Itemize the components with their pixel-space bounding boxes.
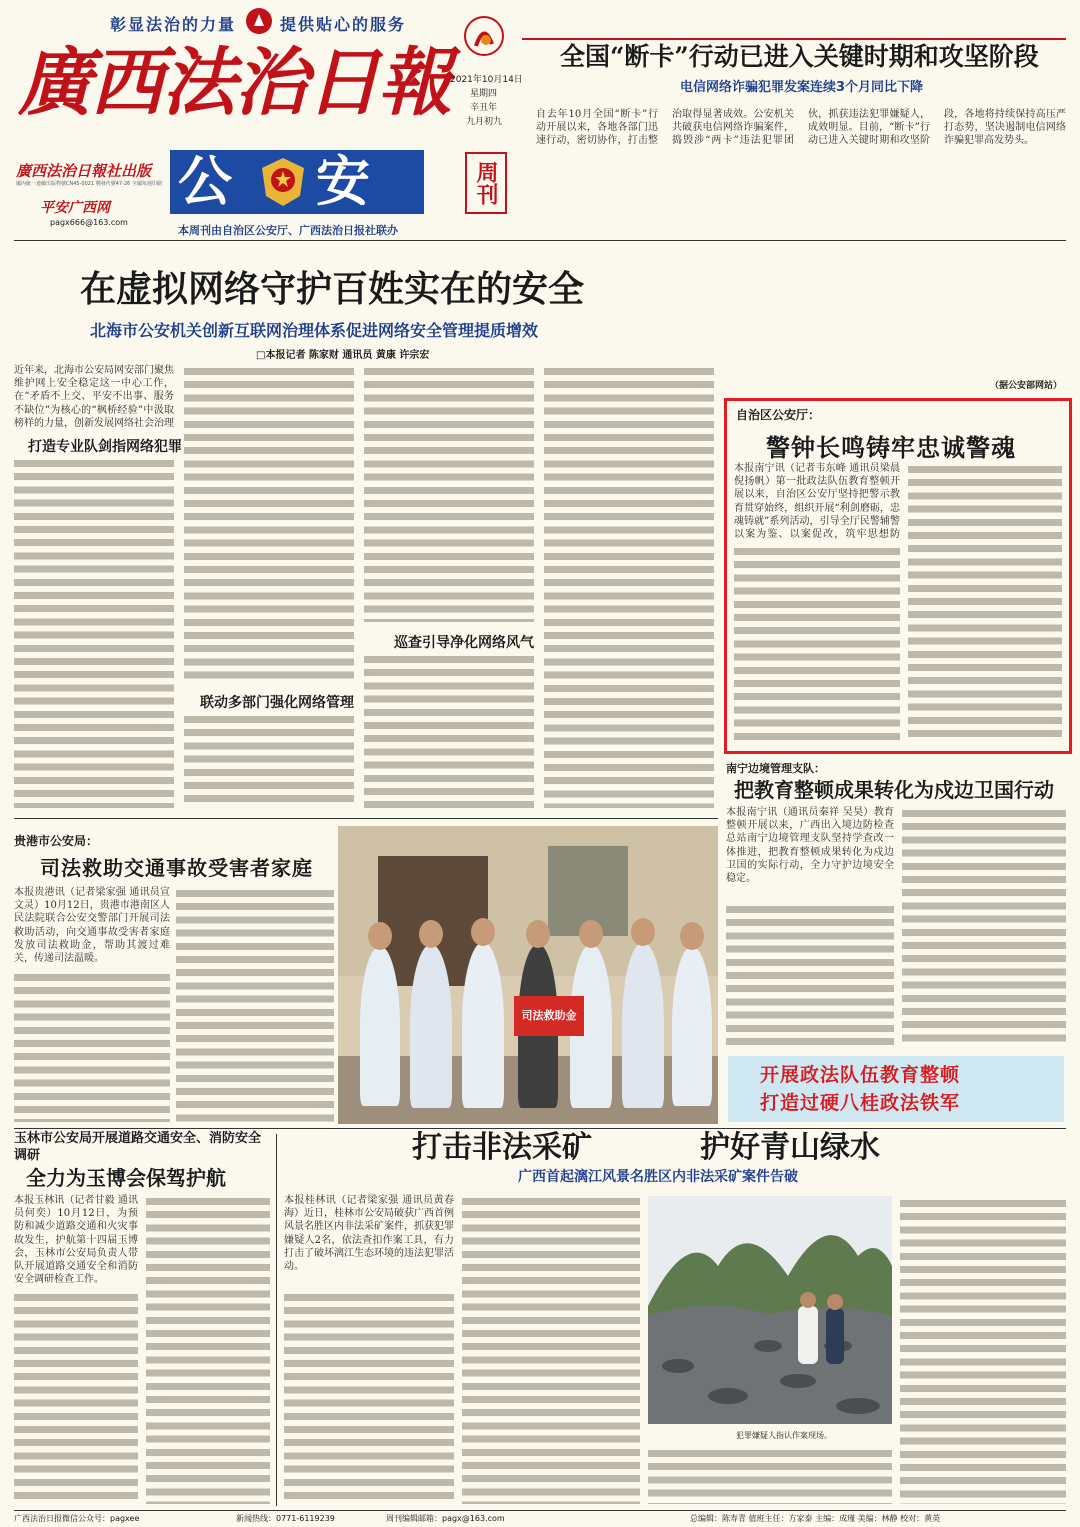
police-badge-icon [258, 156, 308, 208]
contact-email: pagx666@163.com [50, 218, 128, 227]
co-publish-note: 本周刊由自治区公安厅、广西法治日报社联办 [178, 224, 398, 237]
person-3 [462, 942, 504, 1108]
border-story-dept: 南宁边境管理支队： [726, 762, 825, 775]
boxed-story-body-cont [734, 544, 900, 742]
slogan-emblem-icon [246, 8, 272, 34]
boxed-story-body-col2 [908, 462, 1062, 742]
issue-lunar-day: 九月初九 [466, 117, 503, 127]
mining-story-body-col3 [648, 1446, 892, 1504]
guigang-story-body: 本报贵港讯（记者梁家强 通讯员宣文灵）10月12日，贵港市港南区人民法院联合公安交警部门开展司法救助活动，向交通事故受害者家庭发放司法救助金，帮助其渡过难关，传递司法温暖。 [14, 887, 170, 965]
weekly-badge: 周刊 [465, 152, 507, 214]
yulin-story-headline: 全力为玉博会保驾护航 [26, 1166, 226, 1190]
top-story-subhead: 电信网络诈骗犯罪发案连续3个月同比下降 [680, 80, 924, 95]
boxed-story-dept: 自治区公安厅： [736, 408, 821, 422]
lead-story-col-1b [14, 456, 174, 808]
masthead-title: 廣西法治日報 [18, 40, 450, 126]
guigang-story-dept: 贵港市公安局： [14, 834, 99, 848]
guigang-story-body-col2 [176, 886, 334, 1122]
border-story-body-col2 [902, 806, 1066, 1046]
masthead-slogan-right: 提供贴心的服务 [280, 15, 407, 34]
masthead-slogan-left: 彰显法治的力量 [110, 15, 237, 34]
footer-rule [14, 1510, 1066, 1511]
top-story-source: （据公安部网站） [990, 381, 1063, 391]
lead-story-byline: □本报记者 陈家财 通讯员 黄康 许宗宏 [256, 350, 430, 361]
lead-story-subtitle-1: 打造专业队剑指网络犯罪 [28, 439, 182, 455]
mining-story-headline-left: 打击非法采矿 [412, 1130, 592, 1165]
yulin-story-body-col2 [146, 1194, 270, 1504]
footer-hotline: 新闻热线：0771-6119239 [236, 1514, 335, 1523]
yulin-story-body: 本报玉林讯（记者甘毅 通讯员何奕）10月12日，为预防和减少道路交通和火灾事故发生，护航第十四届玉博会，玉林市公安局负责人带队开展道路交通安全和消防安全调研检查工作。 [14, 1195, 138, 1286]
person-6-head [631, 918, 655, 946]
page-divider-top [14, 240, 1066, 241]
person-2 [410, 944, 452, 1108]
slogan-line-1: 开展政法队伍教育整顿 [760, 1064, 961, 1086]
lead-story-subtitle-2: 联动多部门强化网络管理 [200, 695, 354, 711]
yulin-story-body-cont [14, 1290, 138, 1504]
mining-story-subhead: 广西首起漓江风景名胜区内非法采矿案件告破 [518, 1169, 798, 1185]
mining-scene [648, 1196, 892, 1424]
lead-story-headline: 在虚拟网络守护百姓实在的安全 [80, 268, 585, 310]
boxed-story-body: 本报南宁讯（记者韦东峰 通讯员梁晨 倪扬帆）第一批政法队伍教育整顿开展以来，自治区公安厅坚持把警示教育贯穿始终，组织开展“利剑磨砺，忠魂铸就”系列活动，引导全厅民警辅警以案为鉴、以案促改，筑牢思想防 [734, 463, 900, 540]
issue-date: 2021年10月14日 [450, 75, 523, 85]
person-7-head [680, 922, 704, 950]
person-7 [672, 946, 712, 1106]
person-1 [360, 946, 400, 1106]
guigang-story-photo [338, 826, 718, 1124]
lead-story-col-4 [544, 364, 714, 808]
footer-wechat: 广西法治日报微信公众号：pagxee [14, 1514, 140, 1523]
person-3-head [471, 918, 495, 946]
person-2-head [419, 920, 443, 948]
section-char-2: 安 [316, 149, 370, 213]
web-brand: 平安广西网 [40, 200, 110, 216]
mining-story-body: 本报桂林讯（记者梁家强 通讯员黄春海）近日，桂林市公安局破获广西首例风景名胜区内非法采矿案件，抓获犯罪嫌疑人2名，依法查扣作案工具，有力打击了破坏漓江生态环境的违法犯罪活动。 [284, 1195, 454, 1273]
border-story-headline: 把教育整顿成果转化为戍边卫国行动 [734, 778, 1054, 802]
mining-story-body-cont [284, 1290, 454, 1504]
section-char-1: 公 [178, 149, 232, 213]
mining-story-headline-right: 护好青山绿水 [700, 1130, 880, 1165]
publisher-name: 廣西法治日報社出版 [16, 162, 152, 180]
masthead-emblem-icon [462, 14, 506, 72]
person-6 [622, 942, 664, 1108]
border-story-body: 本报南宁讯（通讯员秦祥 吴昊）教育整顿开展以来，广西出入境边防检查总站南宁边境管理支队坚持学查改一体推进，把教育整顿成果转化为戍边卫国的实际行动，全力守护边境安全稳定。 [726, 807, 894, 885]
footer-editors: 总编辑：陈寿青 值班主任：方家泰 主编：成瑾 美编：林静 校对：黄英 [690, 1514, 941, 1523]
lead-story-col-2b [184, 712, 354, 808]
person-5-head [579, 920, 603, 948]
section-divider-mid [14, 818, 718, 819]
guigang-story-headline: 司法救助交通事故受害者家庭 [40, 856, 313, 880]
footer-email: 周刊编辑邮箱：pagx@163.com [386, 1514, 505, 1523]
border-story-body-cont [726, 902, 894, 1046]
mining-story-body-col2 [462, 1194, 640, 1504]
issue-lunar-year: 辛丑年 [470, 103, 498, 113]
boxed-story-headline: 警钟长鸣铸牢忠诚警魂 [766, 433, 1016, 462]
slogan-line-2: 打造过硬八桂政法铁军 [760, 1092, 961, 1114]
yulin-story-kicker: 玉林市公安局开展道路交通安全、消防安全调研 [14, 1131, 262, 1163]
lead-story-col-1: 近年来，北海市公安局网安部门聚焦维护网上安全稳定这一中心工作，在“矛盾不上交、平安不出事、服务不缺位”为核心的“枫桥经验”中汲取榜样的力量，创新发展网络社会治理 [14, 365, 174, 429]
mining-photo-caption: 犯罪嫌疑人指认作案现场。 [736, 1431, 832, 1440]
top-story-headline: 全国“断卡”行动已进入关键时期和攻坚阶段 [560, 42, 1039, 71]
vertical-divider-lower [276, 1134, 277, 1506]
publisher-info: 國內統一連續出版物號CN45-0021 郵發代號47-26 全國每週印刷 [16, 181, 162, 187]
mining-story-photo [648, 1196, 892, 1424]
issue-weekday: 星期四 [470, 89, 498, 99]
lead-story-col-3 [364, 364, 534, 622]
aid-banner: 司法救助金 [514, 996, 584, 1036]
lead-story-subhead: 北海市公安机关创新互联网治理体系促进网络安全管理提质增效 [90, 321, 539, 340]
person-1-head [368, 922, 392, 950]
lead-story-subtitle-3: 巡查引导净化网络风气 [394, 635, 534, 651]
top-story-body: 自去年10月全国“断卡”行动开展以来，各地各部门迅速行动，密切协作，打击整治取得显著成效。公安机关共破获电信网络诈骗案件，捣毁涉“两卡”违法犯罪团伙，抓获违法犯罪嫌疑人，成效明显。目前，“断卡”行动已进入关键时期和攻坚阶段，各地将持续保持高压严打态势，坚决遏制电信网络诈骗犯罪高发势头。 [536, 109, 1066, 147]
lead-story-col-2 [184, 364, 354, 682]
person-4-head [526, 920, 550, 948]
lead-story-col-3b [364, 652, 534, 808]
mining-story-body-col4 [900, 1196, 1066, 1504]
guigang-story-body-cont [14, 970, 170, 1122]
